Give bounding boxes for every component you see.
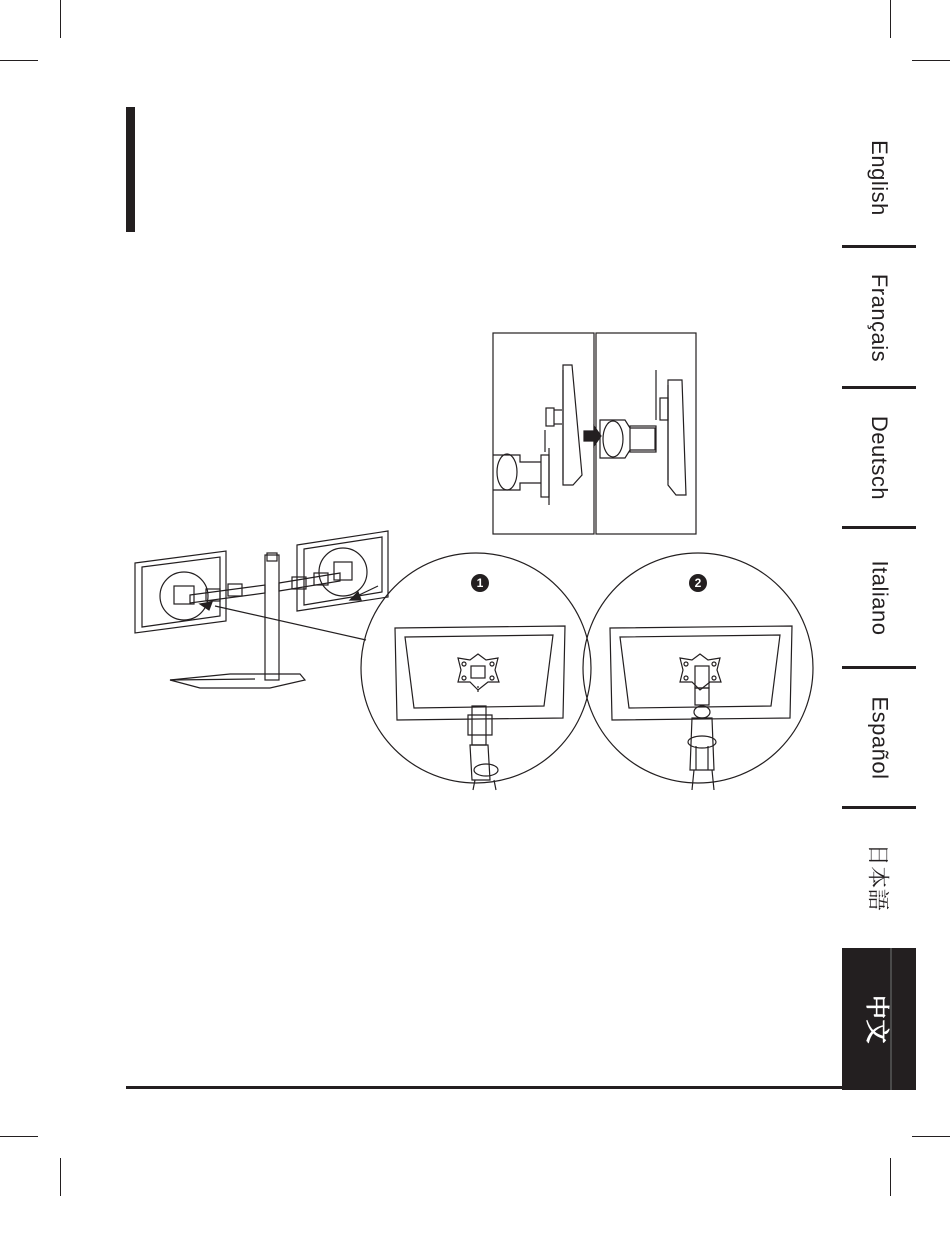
lang-label: Italiano (867, 560, 893, 635)
lang-label: Français (867, 273, 893, 362)
lang-label: 日本語 (865, 843, 891, 912)
lang-label: 中文 (862, 994, 890, 1044)
lang-label: Español (867, 695, 893, 780)
lang-label: English (867, 139, 892, 216)
dual-monitor-stand (135, 531, 388, 688)
step-number-badge: 2 (689, 574, 707, 592)
step-number-badge: 1 (471, 574, 489, 592)
lang-label: Deutsch (867, 415, 892, 500)
side-view-panels (493, 333, 696, 534)
